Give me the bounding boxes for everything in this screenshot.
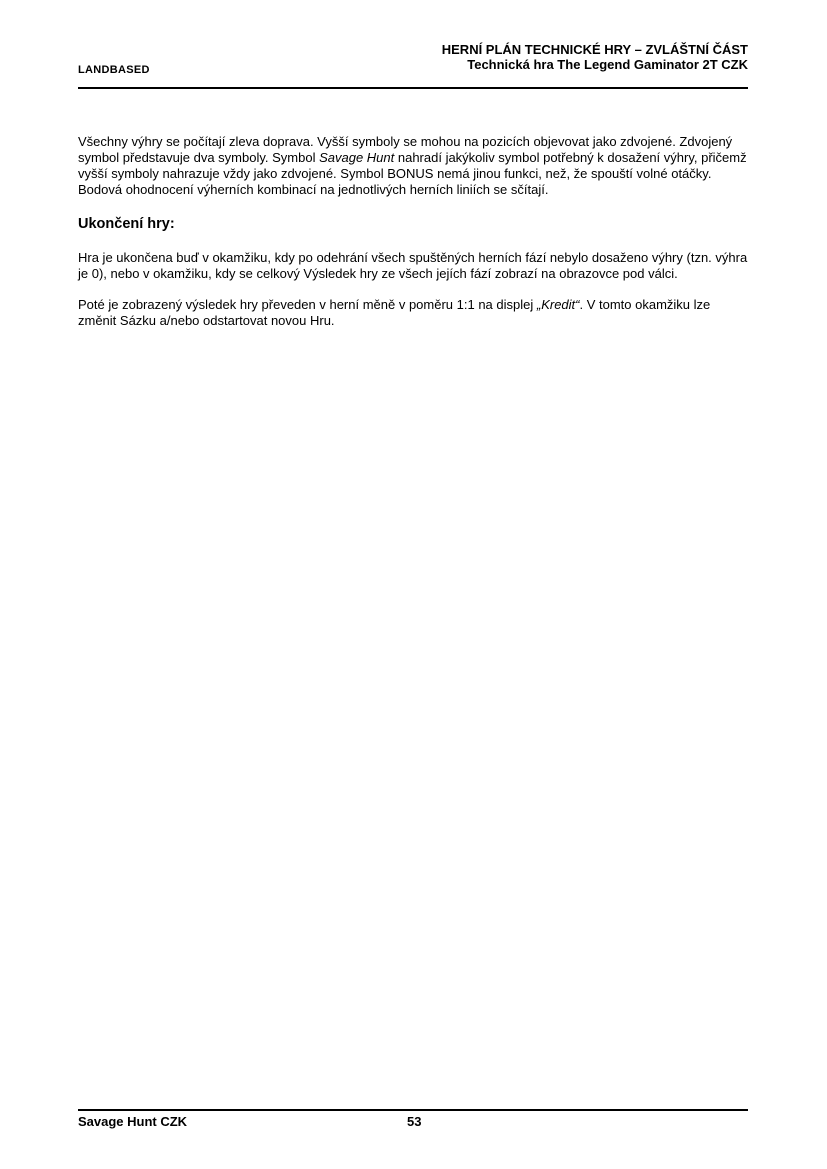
- paragraph-win-calculation: [78, 134, 750, 198]
- paragraph-game-end: Hra je ukončena buď v okamžiku, kdy po odehrání všech spuštěných herních fází nebylo dosaženo výhry (tzn. výhra je 0), nebo v okamžiku, kdy se celkový Výsledek hry ze všech jejích fází zobrazí na obrazovce pod válci.: [78, 250, 748, 281]
- header-title-line1: HERNÍ PLÁN TECHNICKÉ HRY – ZVLÁŠTNÍ ČÁST: [441, 42, 748, 57]
- header-title-block: [442, 42, 748, 72]
- paragraph-text: Všechny výhry se počítají zleva doprava. Vyšší symboly se mohou na pozicích objevovat jako zdvojené. Zdvojený symbol představuje dva symboly. Symbol: [78, 134, 733, 165]
- paragraph-text: nahradí jakýkoliv symbol potřebný k dosažení výhry, přičemž vyšší symboly nahrazuje vždy jako zdvojené. Symbol BONUS nemá jinou funkci, než, že spouští volné otáčky. Bodová ohodnocení výherních kombinací na jednotlivých herních liniích se sčítají.: [78, 150, 747, 197]
- paragraph-text: . V tomto okamžiku lze změnit Sázku a/nebo odstartovat novou Hru.: [78, 297, 711, 328]
- header-divider-line: [78, 87, 748, 89]
- footer-divider-line: [78, 1109, 748, 1111]
- header-title-line2: Technická hra The Legend Gaminator 2T CZK: [467, 57, 748, 72]
- page-header: [78, 42, 748, 76]
- paragraph-credit-conversion: [78, 297, 750, 329]
- footer-document-title: Savage Hunt CZK: [78, 1114, 188, 1129]
- credit-term-italic: „Kredit“: [536, 297, 580, 312]
- footer-page-number: 53: [407, 1114, 422, 1129]
- paragraph-text: Poté je zobrazený výsledek hry převeden v herní měně v poměru 1:1 na displej: [78, 297, 537, 312]
- game-name-italic: Savage Hunt: [319, 150, 395, 165]
- section-heading-game-end: Ukončení hry:: [78, 216, 175, 233]
- header-left-label: LANDBASED: [78, 64, 150, 76]
